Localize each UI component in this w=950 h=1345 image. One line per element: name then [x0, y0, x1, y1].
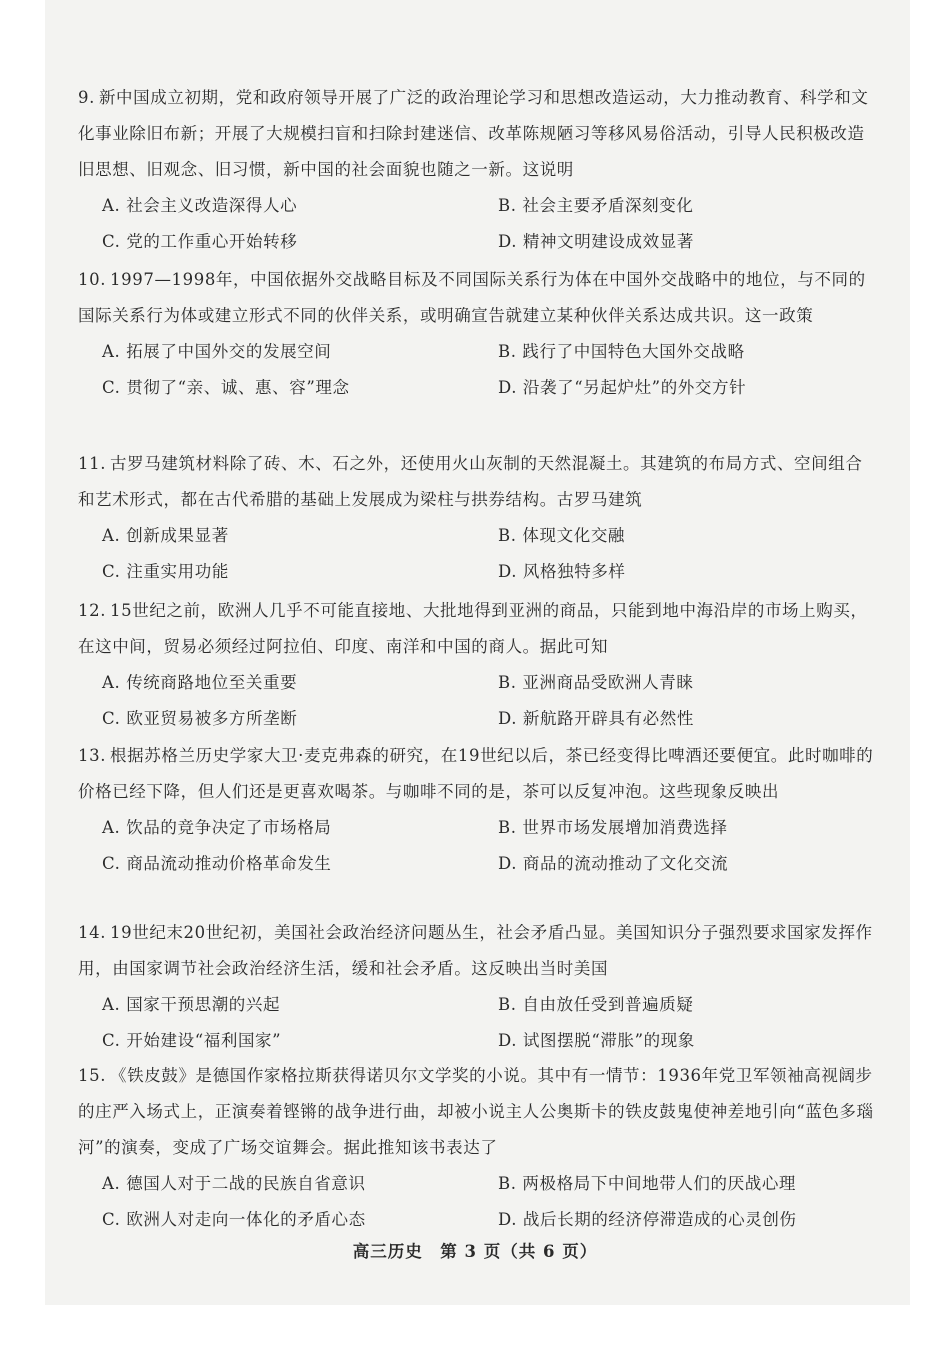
question-text: 古罗马建筑材料除了砖、木、石之外，还使用火山灰制的天然混凝土。其建筑的布局方式、空间组合和艺术形式，都在古代希腊的基础上发展成为梁柱与拱券结构。古罗马建筑 [78, 454, 863, 509]
question-11 [78, 446, 878, 590]
question-number: 14. [78, 923, 107, 942]
question-number: 13. [78, 746, 107, 765]
option-row [78, 810, 878, 846]
option-b[interactable]: B. 体现文化交融 [498, 526, 626, 545]
option-d[interactable]: D. 商品的流动推动了文化交流 [498, 854, 729, 873]
option-row [78, 1023, 878, 1059]
question-text: 新中国成立初期，党和政府领导开展了广泛的政治理论学习和思想改造运动，大力推动教育、科学和文化事业除旧布新；开展了大规模扫盲和扫除封建迷信、改革陈规陋习等移风易俗活动，引导人民积极改造旧思想、旧观念、旧习惯，新中国的社会面貌也随之一新。这说明 [78, 88, 869, 179]
option-d[interactable]: D. 精神文明建设成效显著 [498, 232, 694, 251]
option-row [78, 334, 878, 370]
option-c[interactable]: C. 注重实用功能 [102, 562, 229, 581]
option-a[interactable]: A. 国家干预思潮的兴起 [102, 995, 281, 1014]
question-14 [78, 915, 878, 1059]
option-d[interactable]: D. 沿袭了“另起炉灶”的外交方针 [498, 378, 747, 397]
option-a[interactable]: A. 饮品的竞争决定了市场格局 [102, 818, 332, 837]
option-row [78, 1202, 878, 1238]
option-c[interactable]: C. 开始建设“福利国家” [102, 1031, 282, 1050]
option-a[interactable]: A. 德国人对于二战的民族自省意识 [102, 1174, 366, 1193]
question-number: 10. [78, 270, 107, 289]
option-b[interactable]: B. 世界市场发展增加消费选择 [498, 818, 728, 837]
option-a[interactable]: A. 传统商路地位至关重要 [102, 673, 298, 692]
option-b[interactable]: B. 亚洲商品受欧洲人青睐 [498, 673, 694, 692]
option-row [78, 665, 878, 701]
option-row [78, 1166, 878, 1202]
option-row [78, 370, 878, 406]
question-stem [78, 915, 878, 987]
question-text: 《铁皮鼓》是德国作家格拉斯获得诺贝尔文学奖的小说。其中有一情节：1936年党卫军领袖高视阔步的庄严入场式上，正演奏着铿锵的战争进行曲，却被小说主人公奥斯卡的铁皮鼓鬼使神差地引向“蓝色多瑙河”的演奏，变成了广场交谊舞会。据此推知该书表达了 [78, 1066, 874, 1157]
option-row [78, 554, 878, 590]
question-text: 19世纪末20世纪初，美国社会政治经济问题丛生，社会矛盾凸显。美国知识分子强烈要求国家发挥作用，由国家调节社会政治经济生活，缓和社会矛盾。这反映出当时美国 [78, 923, 873, 978]
option-d[interactable]: D. 新航路开辟具有必然性 [498, 709, 694, 728]
option-b[interactable]: B. 践行了中国特色大国外交战略 [498, 342, 745, 361]
option-row [78, 987, 878, 1023]
question-number: 9. [78, 88, 95, 107]
option-b[interactable]: B. 社会主要矛盾深刻变化 [498, 196, 694, 215]
option-row [78, 701, 878, 737]
option-b[interactable]: B. 两极格局下中间地带人们的厌战心理 [498, 1174, 797, 1193]
option-row [78, 846, 878, 882]
option-a[interactable]: A. 拓展了中国外交的发展空间 [102, 342, 332, 361]
question-number: 11. [78, 454, 107, 473]
option-c[interactable]: C. 党的工作重心开始转移 [102, 232, 298, 251]
option-c[interactable]: C. 贯彻了“亲、诚、惠、容”理念 [102, 378, 350, 397]
option-d[interactable]: D. 试图摆脱“滞胀”的现象 [498, 1031, 695, 1050]
question-stem [78, 1058, 878, 1166]
question-stem [78, 80, 878, 188]
option-b[interactable]: B. 自由放任受到普遍质疑 [498, 995, 694, 1014]
question-stem [78, 262, 878, 334]
option-c[interactable]: C. 欧亚贸易被多方所垄断 [102, 709, 298, 728]
option-a[interactable]: A. 社会主义改造深得人心 [102, 196, 298, 215]
page-footer: 高三历史 第 3 页（共 6 页） [352, 1242, 598, 1261]
question-13 [78, 738, 878, 882]
option-c[interactable]: C. 商品流动推动价格革命发生 [102, 854, 332, 873]
question-stem [78, 738, 878, 810]
option-row [78, 224, 878, 260]
option-row [78, 518, 878, 554]
question-10 [78, 262, 878, 406]
question-stem [78, 593, 878, 665]
option-a[interactable]: A. 创新成果显著 [102, 526, 229, 545]
question-9 [78, 80, 878, 260]
option-row [78, 188, 878, 224]
question-text: 根据苏格兰历史学家大卫·麦克弗森的研究，在19世纪以后，茶已经变得比啤酒还要便宜。此时咖啡的价格已经下降，但人们还是更喜欢喝茶。与咖啡不同的是，茶可以反复冲泡。这些现象反映出 [78, 746, 874, 801]
question-text: 1997—1998年，中国依据外交战略目标及不同国际关系行为体在中国外交战略中的地位，与不同的国际关系行为体或建立形式不同的伙伴关系，或明确宣告就建立某种伙伴关系达成共识。这一政策 [78, 270, 866, 325]
question-text: 15世纪之前，欧洲人几乎不可能直接地、大批地得到亚洲的商品，只能到地中海沿岸的市场上购买，在这中间，贸易必须经过阿拉伯、印度、南洋和中国的商人。据此可知 [78, 601, 868, 656]
option-d[interactable]: D. 战后长期的经济停滞造成的心灵创伤 [498, 1210, 797, 1229]
option-d[interactable]: D. 风格独特多样 [498, 562, 626, 581]
question-12 [78, 593, 878, 737]
question-number: 15. [78, 1066, 107, 1085]
question-15 [78, 1058, 878, 1238]
question-number: 12. [78, 601, 107, 620]
question-stem [78, 446, 878, 518]
option-c[interactable]: C. 欧洲人对走向一体化的矛盾心态 [102, 1210, 366, 1229]
